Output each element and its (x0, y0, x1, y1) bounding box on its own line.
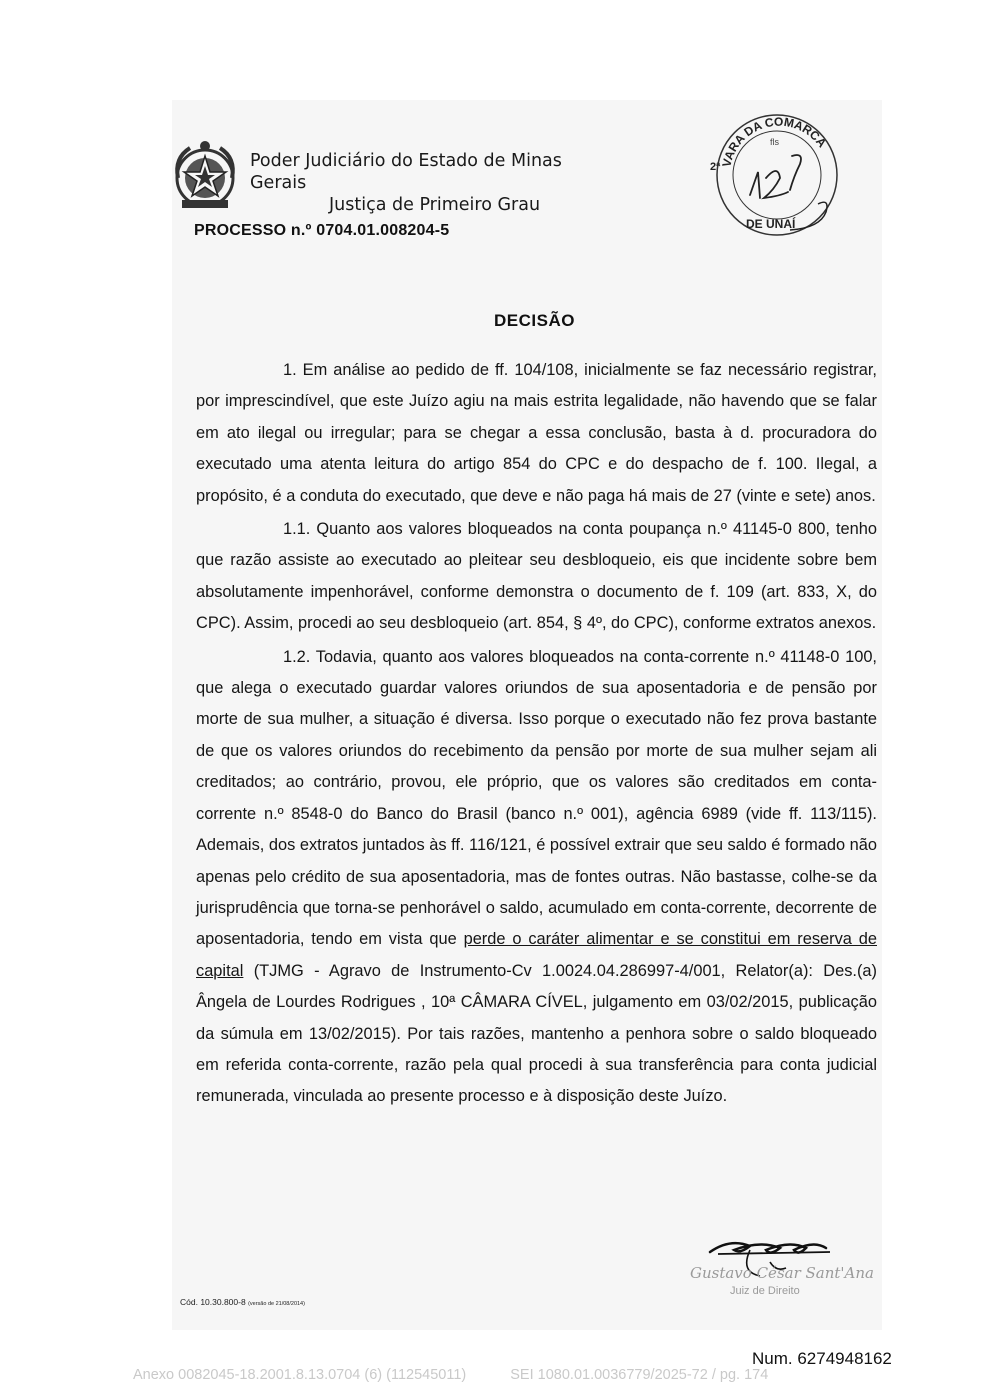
document-title: DECISÃO (494, 311, 575, 330)
document-number: Num. 6274948162 (752, 1349, 892, 1368)
form-code-main: Cód. 10.30.800-8 (180, 1297, 246, 1307)
footer-sei-ref: SEI 1080.01.0036779/2025-72 / pg. 174 (510, 1367, 769, 1383)
court-instance: Justiça de Primeiro Grau (329, 195, 541, 215)
paragraph-1-2-part-b: (TJMG - Agravo de Instrumento-Cv 1.0024.04.286997-4/001, Relator(a): Des.(a) Ângela de Lourdes Rodrigues , 10ª CÂMARA CÍVEL, julgamento em 03/02/2015, publicação da súmula em 13/02/2015). Por tais razões, mantenho a penhora sobre o saldo bloqueado em referida conta-corrente, razão pela qual procedi à sua transferência para conta judicial remunerada, vinculada ao presente processo e à disposição deste Juízo. (196, 961, 877, 1106)
signature-name: Gustavo César Sant'Ana (690, 1264, 874, 1282)
stamp-top-text: VARA DA COMARCA (719, 114, 830, 169)
court-name: Poder Judiciário do Estado de Minas Gerais (250, 151, 562, 193)
stamp-left-text: 2ª (710, 161, 721, 173)
process-number: PROCESSO n.º 0704.01.008204-5 (194, 222, 450, 239)
paragraph-1-1: 1.1. Quanto aos valores bloqueados na conta poupança n.º 41145-0 800, tenho que razão assiste ao executado ao pleitear seu desbloqueio, eis que incidente sobre bem absolutamente impenhorável, conforme demonstra o documento de f. 109 (art. 833, X, do CPC). Assim, procedi ao seu desbloqueio (art. 854, § 4º, do CPC), conforme extratos anexos. (196, 520, 877, 633)
stamp-fls-label: fls (770, 137, 779, 147)
paragraph-1-2 (196, 642, 877, 1113)
paragraph-1: 1. Em análise ao pedido de ff. 104/108, inicialmente se faz necessário registrar, por imprescindível, que este Juízo agiu na mais estrita legalidade, não havendo que se falar em ato ilegal ou irregular; para se chegar a essa conclusão, basta à d. procuradora do executado uma atenta leitura do artigo 854 do CPC e do despacho de f. 100. Ilegal, a propósito, é a conduta do executado, que deve e não paga há mais de 27 (vinte e sete) anos. (196, 361, 877, 505)
paragraph-1-2-part-a: 1.2. Todavia, quanto aos valores bloqueados na conta-corrente n.º 41148-0 100, que alega o executado guardar valores oriundos de sua aposentadoria e de pensão por morte de sua mulher, a situação é diversa. Isso porque o executado não fez prova bastante de que os valores oriundos do recebimento da pensão por morte de sua mulher sejam ali creditados; ao contrário, provou, ele próprio, que os valores são creditados em conta-corrente n.º 8548-0 do Banco do Brasil (banco n.º 001), agência 6989 (vide ff. 113/115). Ademais, dos extratos juntados às ff. 116/121, é possível extrair que seu saldo é formado não apenas pelo crédito de sua aposentadoria, mas de fontes outras. Não bastasse, colhe-se da jurisprudência que torna-se penhorável o saldo, acumulado em conta-corrente, decorrente de aposentadoria, tendo em vista que (196, 647, 877, 949)
stamp-bottom-text: DE UNAÍ (746, 217, 796, 231)
court-stamp (700, 100, 850, 245)
decision-body (196, 355, 877, 1115)
footer-annex-ref: Anexo 0082045-18.2001.8.13.0704 (6) (112545011) (133, 1367, 467, 1383)
coat-of-arms-seal (168, 138, 242, 212)
form-code (180, 1297, 305, 1307)
underlined-quote: perde o caráter alimentar e se constitui em reserva de capital (196, 930, 877, 980)
signature-role: Juiz de Direito (730, 1285, 800, 1297)
page-footer (133, 1367, 768, 1383)
form-code-version: (versão de 21/08/2014) (248, 1301, 305, 1307)
judge-signature (690, 1232, 890, 1302)
court-header (250, 150, 610, 216)
